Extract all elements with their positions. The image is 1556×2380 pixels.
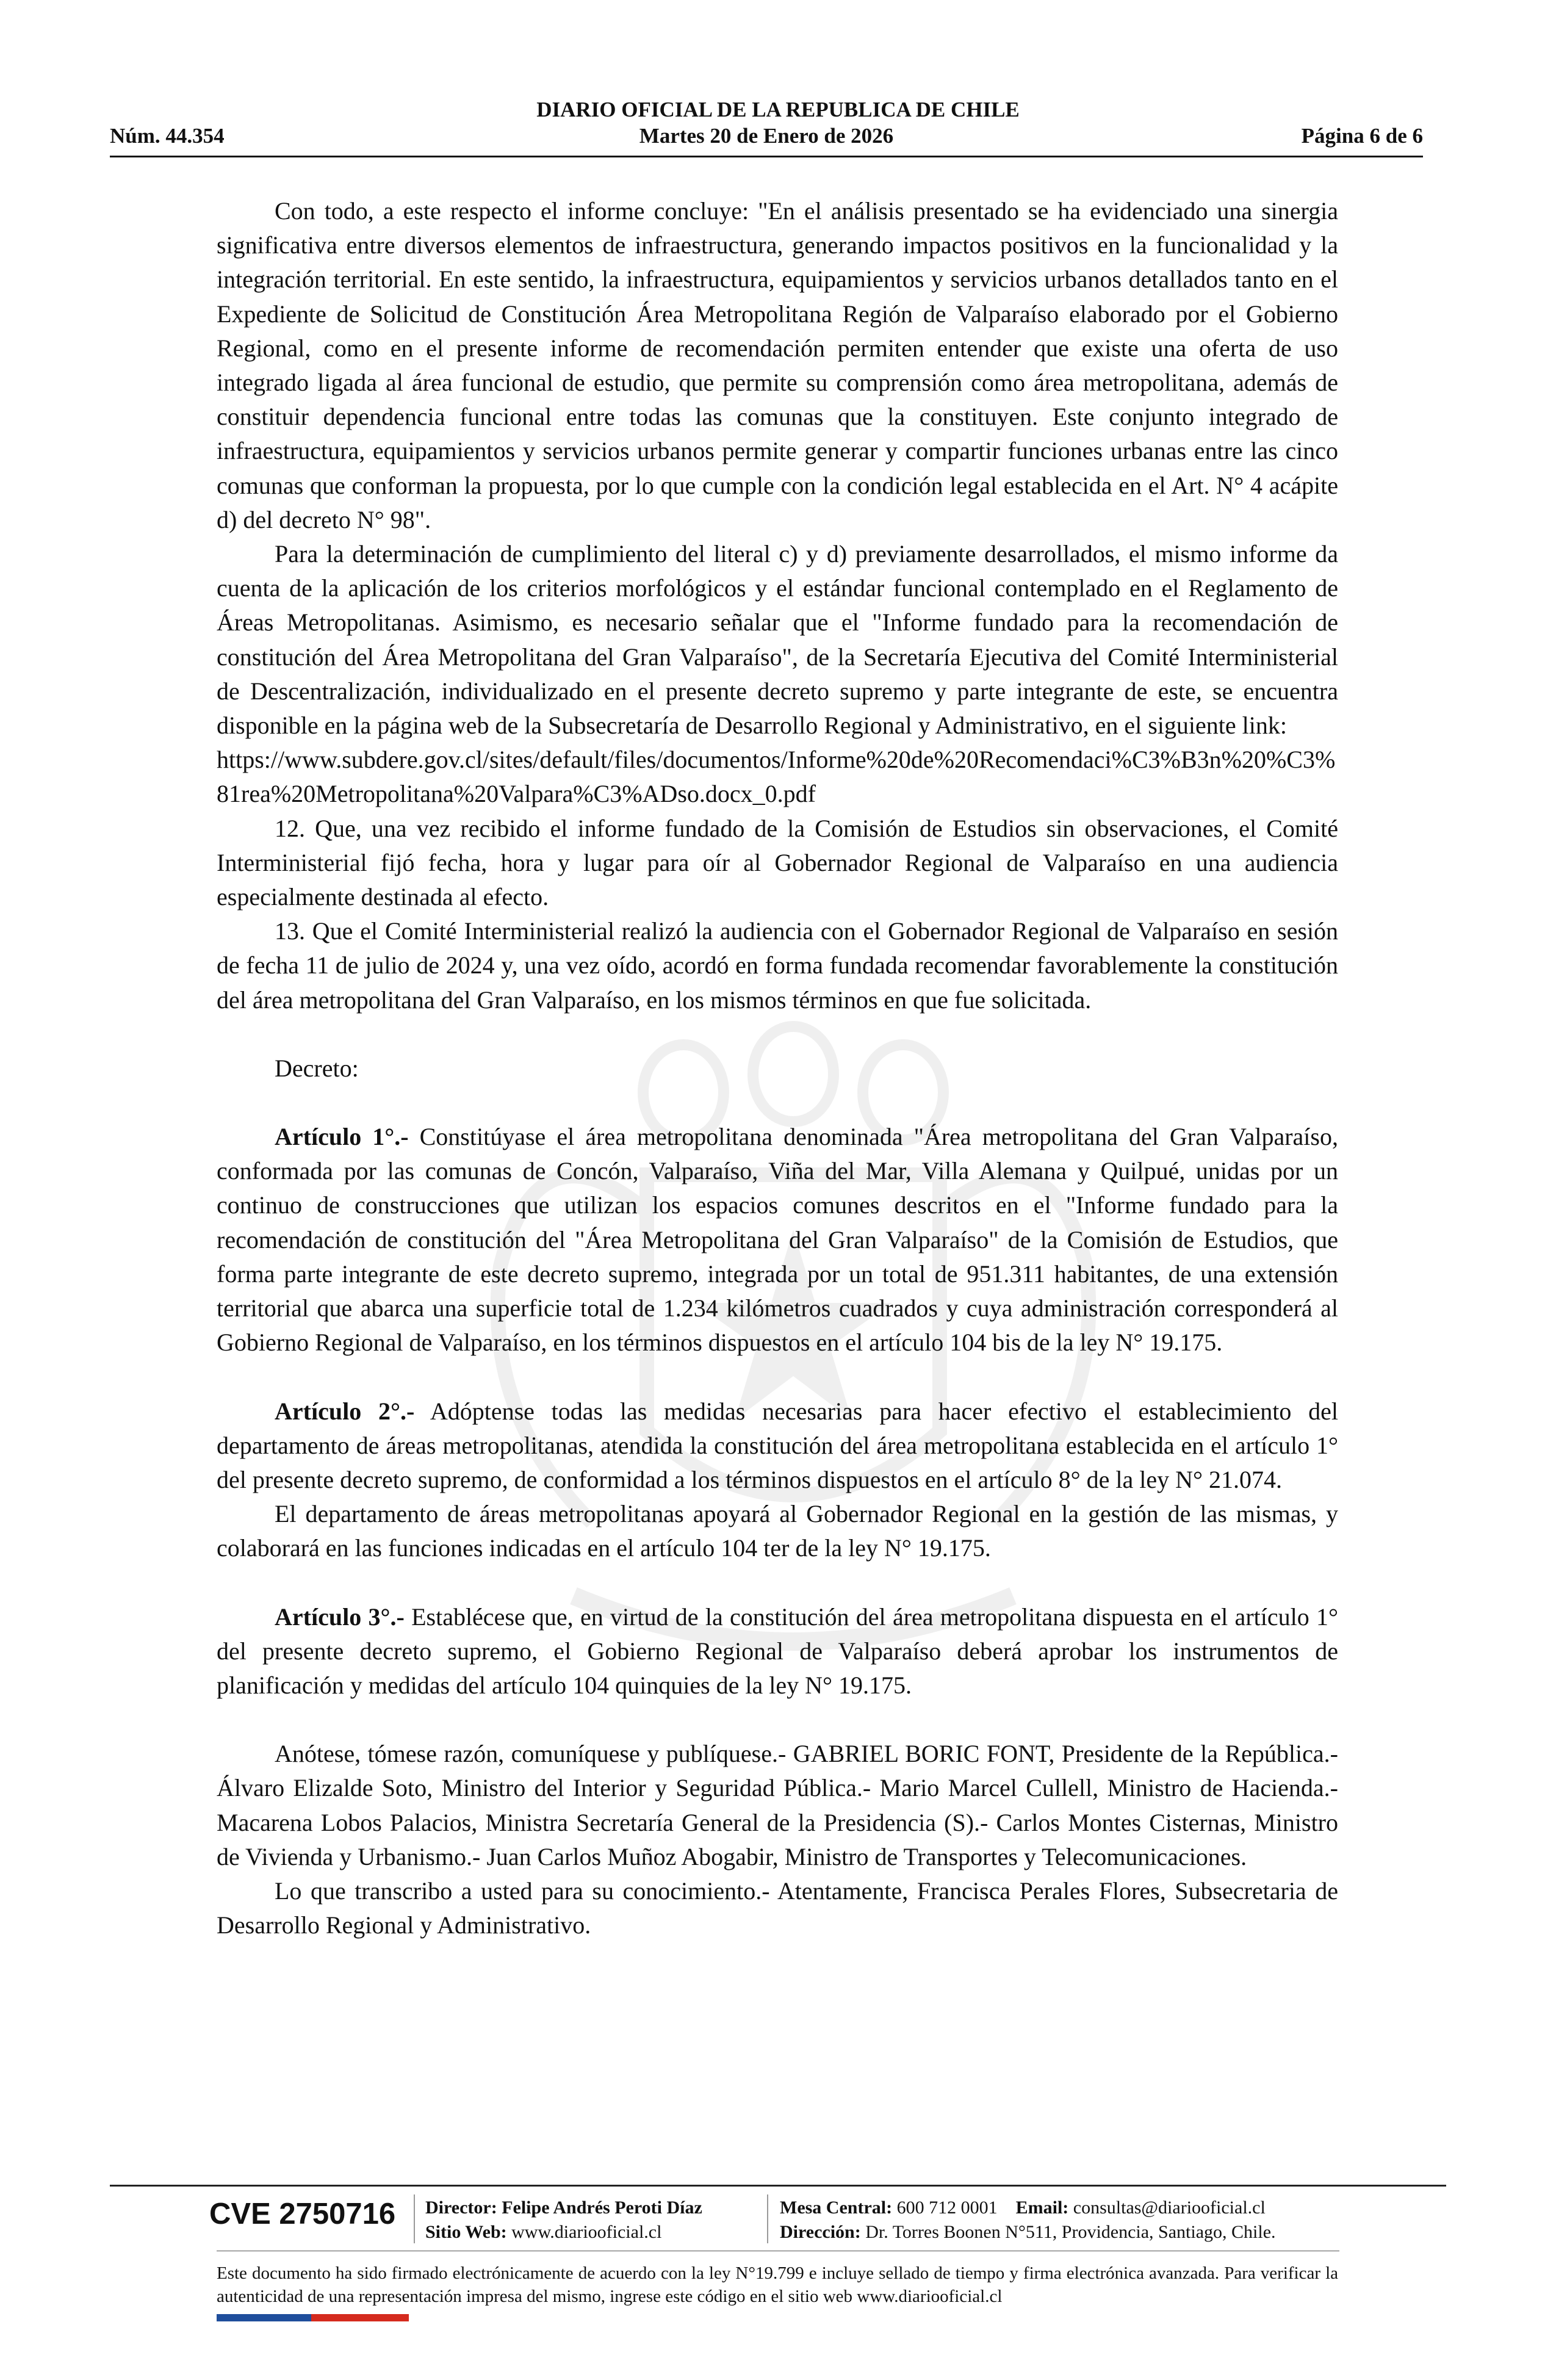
closing-signatures: Anótese, tómese razón, comuníquese y publíquese.- GABRIEL BORIC FONT, Presidente de la República.- Álvaro Elizalde Soto, Ministro del Interior y Seguridad Pública.- Mario Marcel Cullell, Ministro de Hacienda.- Macarena Lobos Palacios, Ministra Secretaría General de la Presidencia (S).- Carlos Montes Cisternas, Ministro de Vivienda y Urbanismo.- Juan Carlos Muñoz Abogabir, Ministro de Transportes y Telecomunicaciones. (217, 1740, 1338, 1870)
footer-separator (767, 2194, 768, 2243)
article-3 (217, 1600, 1338, 1703)
report-link[interactable]: https://www.subdere.gov.cl/sites/default/files/documentos/Informe%20de%20Recomendaci%C3%B3n%20%C3%81rea%20Metropolitana%20Valpara%C3%ADso.docx_0.pdf (217, 746, 1336, 808)
address-label: Dirección: (780, 2222, 861, 2242)
mesa-central-phone: 600 712 0001 (896, 2198, 998, 2218)
footer-separator (414, 2194, 415, 2243)
article-3-text: Establécese que, en virtud de la constitución del área metropolitana dispuesta en el artículo 1° del presente decreto supremo, el Gobierno Regional de Valparaíso deberá aprobar los instrumentos de planificación y medidas del artículo 104 quinquies de la ley N° 19.175. (217, 1603, 1339, 1699)
transcription-note: Lo que transcribo a usted para su conocimiento.- Atentamente, Francisca Perales Flores, Subsecretaria de Desarrollo Regional y Administrativo. (217, 1877, 1338, 1939)
email-link[interactable]: consultas@diariooficial.cl (1073, 2198, 1266, 2218)
email-label: Email: (1015, 2198, 1069, 2218)
legal-notice: Este documento ha sido firmado electrónicamente de acuerdo con la ley N°19.799 e incluye sellado de tiempo y firma electrónica avanzada. Para verificar la autenticidad de una representación impresa del mismo, ingrese este código en el sitio web www.diariooficial.cl (217, 2263, 1338, 2306)
footer-director-block (425, 2196, 702, 2245)
mesa-central-label: Mesa Central: (780, 2198, 893, 2218)
director-label: Director: (425, 2198, 497, 2218)
gazette-title: DIARIO OFICIAL DE LA REPUBLICA DE CHILE (536, 98, 1020, 121)
footer-contact-block (780, 2196, 1276, 2245)
footer-divider (110, 2185, 1446, 2187)
article-1 (217, 1120, 1338, 1360)
page-indicator: Página 6 de 6 (1301, 124, 1423, 148)
decree-heading: Decreto: (275, 1054, 359, 1082)
article-2-label: Artículo 2°.- (275, 1397, 415, 1425)
article-2-text: Adóptense todas las medidas necesarias para hacer efectivo el establecimiento del departamento de áreas metropolitanas, atendida la constitución del área metropolitana establecida en el artículo 1° del presente decreto supremo, de conformidad a los términos dispuestos en el artículo 8° de la ley N° 21.074. (217, 1397, 1338, 1493)
flag-bar-red (311, 2314, 409, 2321)
website-label: Sitio Web: (425, 2222, 507, 2242)
director-name: Felipe Andrés Peroti Díaz (502, 2198, 702, 2218)
document-body (217, 194, 1338, 1942)
article-2 (217, 1394, 1338, 1498)
article-1-text: Constitúyase el área metropolitana denominada "Área metropolitana del Gran Valparaíso, conformada por las comunas de Concón, Valparaíso, Viña del Mar, Villa Alemana y Quilpué, unidas por un continuo de construcciones que utilizan los espacios comunes descritos en el "Informe fundado para la recomendación de constitución del "Área Metropolitana del Gran Valparaíso" de la Comisión de Estudios, que forma parte integrante de este decreto supremo, integrada por un total de 951.311 habitantes, de una extensión territorial que abarca una superficie total de 1.234 kilómetros cuadrados y cuya administración corresponderá al Gobierno Regional de Valparaíso, en los términos dispuestos en el artículo 104 bis de la ley N° 19.175. (217, 1123, 1338, 1357)
header-divider (110, 156, 1423, 157)
article-2-paragraph-2: El departamento de áreas metropolitanas apoyará al Gobernador Regional en la gestión de las mismas, y colaborará en las funciones indicadas en el artículo 104 ter de la ley N° 19.175. (217, 1500, 1338, 1562)
article-1-label: Artículo 1°.- (275, 1123, 409, 1151)
paragraph-12: 12. Que, una vez recibido el informe fundado de la Comisión de Estudios sin observaciones, el Comité Interministerial fijó fecha, hora y lugar para oír al Gobernador Regional de Valparaíso en una audiencia especialmente destinada al efecto. (217, 814, 1338, 911)
cve-code: CVE 2750716 (209, 2198, 396, 2230)
issue-date: Martes 20 de Enero de 2026 (639, 124, 894, 148)
paragraph-report-conclusion: Con todo, a este respecto el informe concluye: "En el análisis presentado se ha evidenciado una sinergia significativa entre diversos elementos de infraestructura, generando impactos positivos en la funcionalidad y la integración territorial. En este sentido, la infraestructura, equipamientos y servicios urbanos detallados tanto en el Expediente de Solicitud de Constitución Área Metropolitana Región de Valparaíso elaborado por el Gobierno Regional, como en el presente informe de recomendación permiten entender que existe una oferta de uso integrado ligada al área funcional de estudio, que permite su comprensión como área metropolitana, además de constituir dependencia funcional entre todas las comunas que la constituyen. Este conjunto integrado de infraestructura, equipamientos y servicios urbanos permite generar y compartir funciones urbanas entre las cinco comunas que conforman la propuesta, por lo que cumple con la condición legal establecida en el Art. N° 4 acápite d) del decreto N° 98". (217, 197, 1338, 533)
paragraph-13: 13. Que el Comité Interministerial realizó la audiencia con el Gobernador Regional de Valparaíso en sesión de fecha 11 de julio de 2024 y, una vez oído, acordó en forma fundada recomendar favorablemente la constitución del área metropolitana del Gran Valparaíso, en los mismos términos en que fue solicitada. (217, 917, 1338, 1014)
website-link[interactable]: www.diariooficial.cl (511, 2222, 662, 2242)
article-3-label: Artículo 3°.- (275, 1603, 405, 1631)
issue-number: Núm. 44.354 (110, 124, 225, 148)
address-value: Dr. Torres Boonen N°511, Providencia, Santiago, Chile. (865, 2222, 1276, 2242)
paragraph-criteria: Para la determinación de cumplimiento del literal c) y d) previamente desarrollados, el mismo informe da cuenta de la aplicación de los criterios morfológicos y el estándar funcional contemplado en el Reglamento de Áreas Metropolitanas. Asimismo, es necesario señalar que el "Informe fundado para la recomendación de constitución del Área Metropolitana del Gran Valparaíso", de la Secretaría Ejecutiva del Comité Interministerial de Descentralización, individualizado en el presente decreto supremo y parte integrante de este, se encuentra disponible en la página web de la Subsecretaría de Desarrollo Regional y Administrativo, en el siguiente link: (217, 540, 1338, 740)
flag-bar-blue (217, 2314, 311, 2321)
header-row (110, 124, 1423, 151)
